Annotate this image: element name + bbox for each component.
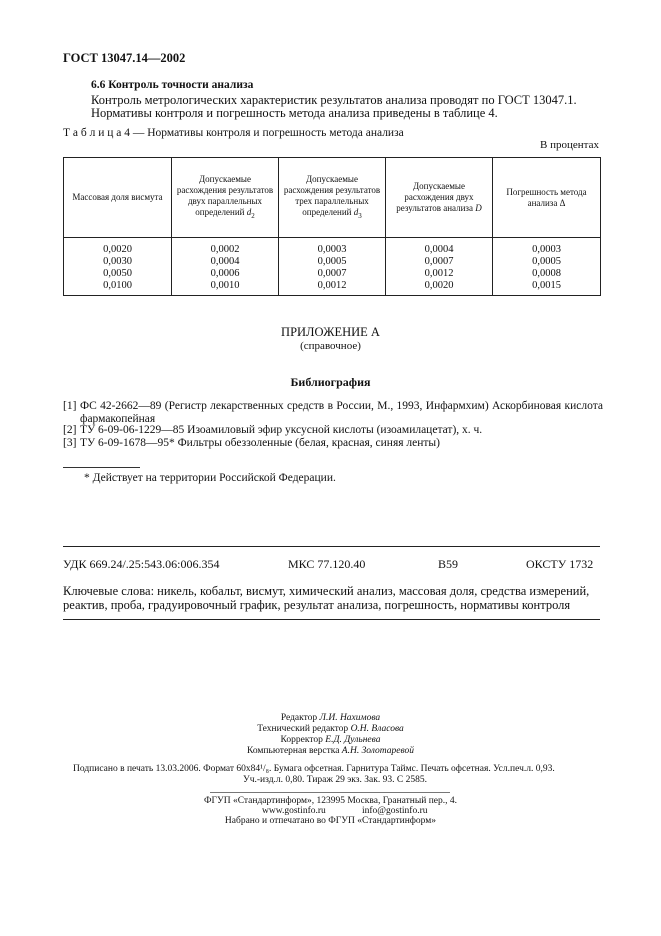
print-info-line-1: Подписано в печать 13.03.2006. Формат 60x84¹/₈. Бумага офсетная. Гарнитура Таймс. Печать офсетная. Усл.печ.л. 0,93.	[73, 764, 555, 774]
corrector-line: Корректор Е.Д. Дульнева	[280, 735, 381, 745]
bottom-divider	[63, 619, 600, 620]
editor-line: Редактор Л.И. Нахимова	[280, 713, 381, 723]
norms-table	[63, 157, 601, 296]
table-data-row	[64, 238, 601, 296]
section-line-2: Нормативы контроля и погрешность метода анализа приведены в таблице 4.	[91, 106, 498, 120]
publisher-address: ФГУП «Стандартинформ», 123995 Москва, Гранатный пер., 4.	[203, 796, 458, 806]
col-header-bismuth: Массовая доля висмута	[64, 158, 172, 238]
group-code: В59	[438, 557, 459, 571]
col-header-three-parallel: Допускаемые расхождения результатов трех параллельных определений $d_3$	[279, 158, 386, 238]
cell-error: 0,0003 0,0005 0,0008 0,0015	[493, 238, 601, 296]
layout-line: Компьютерная верстка А.Н. Золотаревой	[246, 746, 415, 756]
cell-bismuth: 0,0020 0,0030 0,0050 0,0100	[64, 238, 172, 296]
bibliography-title: Библиография	[290, 375, 371, 389]
section-line-1: Контроль метрологических характеристик результатов анализа проводят по ГОСТ 13047.1.	[91, 93, 577, 107]
col-header-error: Погрешность метода анализа Δ	[493, 158, 601, 238]
section-heading: 6.6 Контроль точности анализа	[91, 79, 254, 91]
appendix-title: ПРИЛОЖЕНИЕ А	[281, 325, 380, 339]
tech-editor-line: Технический редактор О.Н. Власова	[257, 724, 404, 734]
table-unit: В процентах	[540, 139, 599, 151]
keywords: Ключевые слова: никель, кобальт, висмут, химический анализ, массовая доля, средства измерений, реактив, проба, градуировочный график, результат анализа, погрешность, нормативы контроля	[63, 584, 590, 612]
udk-code: УДК 669.24/.25:543.06:006.354	[63, 557, 220, 571]
top-divider	[63, 546, 600, 547]
publisher-email[interactable]: info@gostinfo.ru	[362, 806, 428, 816]
footnote-separator	[63, 467, 140, 468]
publisher-divider	[210, 792, 450, 793]
mks-code: МКС 77.120.40	[288, 557, 366, 571]
cell-two-parallel: 0,0002 0,0004 0,0006 0,0010	[172, 238, 279, 296]
footnote: * Действует на территории Российской Федерации.	[84, 472, 336, 484]
okstu-code: ОКСТУ 1732	[526, 557, 594, 571]
publisher-website[interactable]: www.gostinfo.ru	[262, 806, 326, 816]
cell-two-results: 0,0004 0,0007 0,0012 0,0020	[386, 238, 493, 296]
printed-by: Набрано и отпечатано во ФГУП «Стандартинформ»	[224, 816, 437, 826]
cell-three-parallel: 0,0003 0,0005 0,0007 0,0012	[279, 238, 386, 296]
col-header-two-results: Допускаемые расхождения двух результатов анализа D	[386, 158, 493, 238]
print-info-line-2: Уч.-изд.л. 0,80. Тираж 29 экз. Зак. 93. С 2585.	[243, 775, 427, 785]
bibliography-item: [1] ФС 42-2662—89 (Регистр лекарственных средств в России, М., 1993, Инфармхим) Аскорбиновая кислота фармакопейная	[63, 400, 603, 425]
document-id: ГОСТ 13047.14—2002	[63, 51, 186, 65]
table-header-row	[64, 158, 601, 238]
col-header-two-parallel: Допускаемые расхождения результатов двух параллельных определений $d_2$	[172, 158, 279, 238]
bibliography-item: [3] ТУ 6-09-1678—95* Фильтры обеззоленные (белая, красная, синяя ленты)	[63, 437, 440, 449]
appendix-subtitle: (справочное)	[300, 340, 361, 352]
table-caption: Т а б л и ц а 4 — Нормативы контроля и погрешность метода анализа	[63, 127, 404, 139]
bibliography-item: [2] ТУ 6-09-06-1229—85 Изоамиловый эфир уксусной кислоты (изоамилацетат), х. ч.	[63, 424, 483, 436]
